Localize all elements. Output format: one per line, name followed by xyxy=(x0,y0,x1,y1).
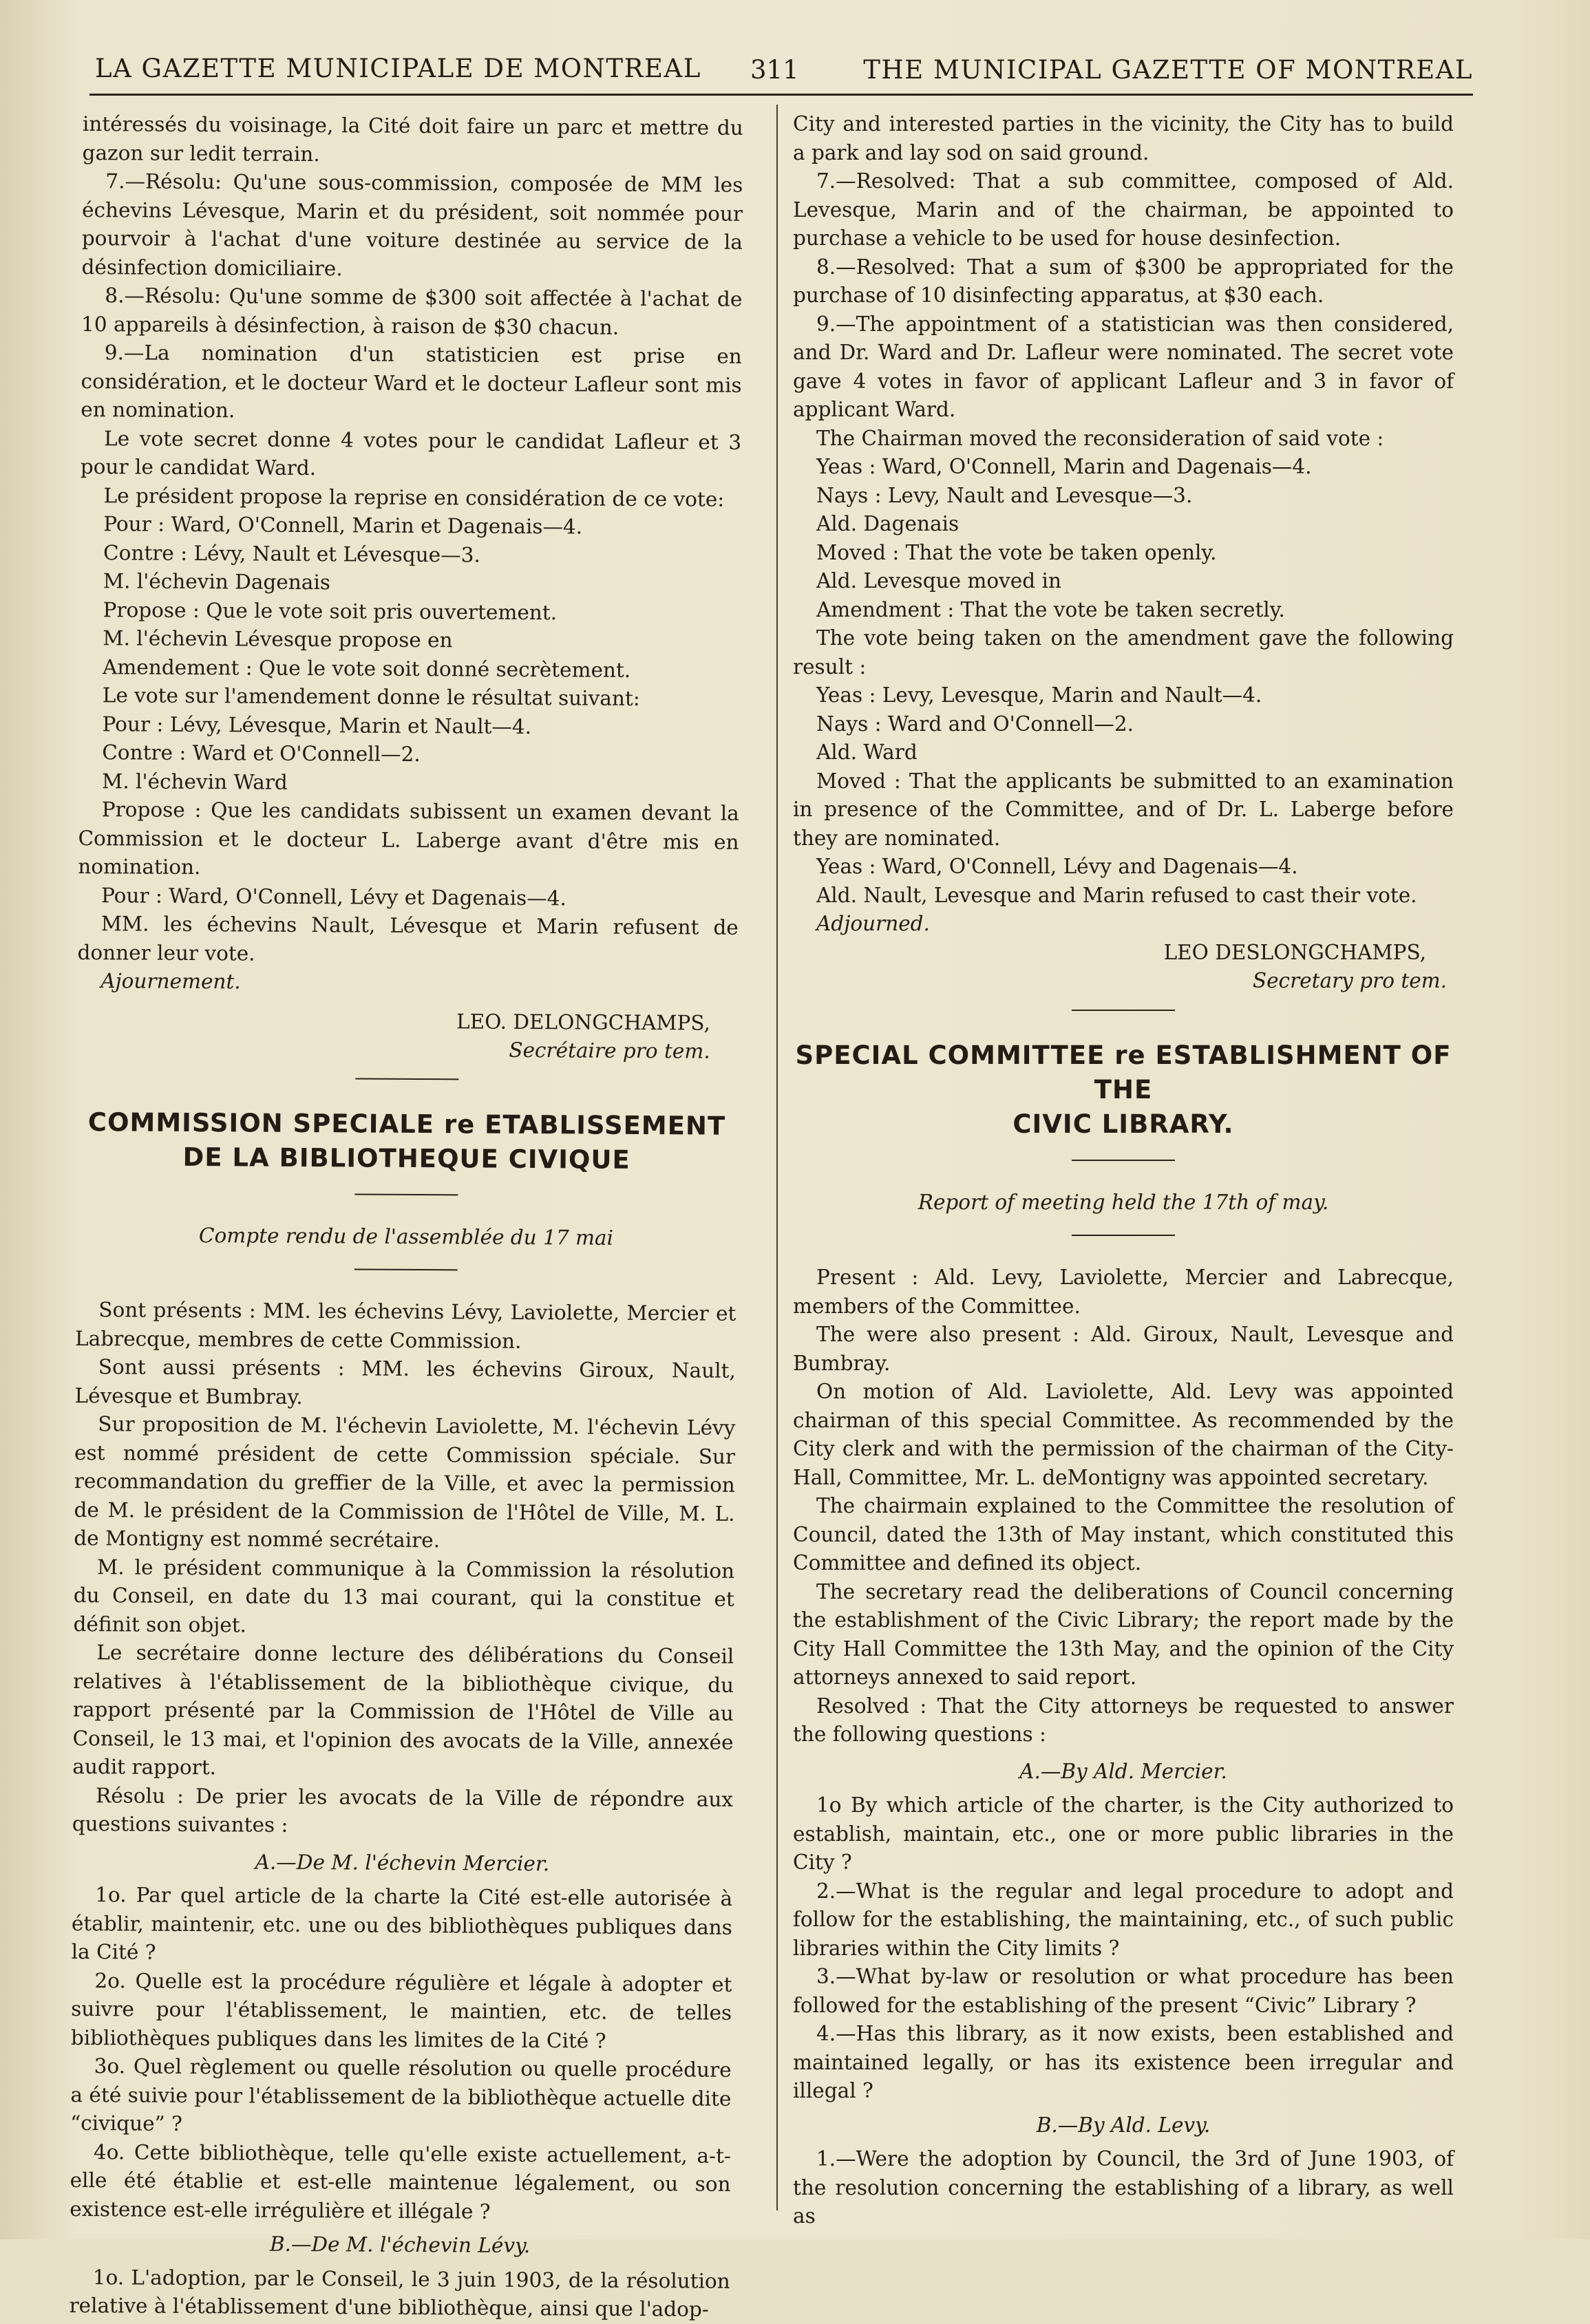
en-para: Ald. Nault, Levesque and Marin refused to cast their vote. xyxy=(816,883,1417,907)
fr-para: M. l'échevin Lévesque propose en xyxy=(103,626,453,652)
header-french-title: LA GAZETTE MUNICIPALE DE MONTREAL xyxy=(95,54,701,83)
en-para: Yeas : Ward, O'Connell, Marin and Dagenais—4. xyxy=(816,455,1312,478)
fr-para: Contre : Ward et O'Connell—2. xyxy=(102,740,421,767)
fr-para: 1o. Par quel article de la charte la Cité est-elle autorisée à établir, maintenir, etc. une ou des bibliothèques publiques dans la Cité ? xyxy=(71,1883,733,1964)
page-header xyxy=(89,45,1473,94)
en-para: 4.—Has this library, as it now exists, been established and maintained legally, or has its existence been irregular and illegal ? xyxy=(793,2022,1454,2102)
fr-signature: LEO. DELONGCHAMPS, xyxy=(456,1009,711,1035)
fr-para: Le vote secret donne 4 votes pour le candidat Lafleur et 3 pour le candidat Ward. xyxy=(80,426,742,480)
fr-para: Pour : Lévy, Lévesque, Marin et Nault—4. xyxy=(102,712,532,738)
en-para: Yeas : Ward, O'Connell, Lévy and Dagenais—4. xyxy=(816,855,1298,878)
fr-para: 8.—Résolu: Qu'une somme de $300 soit affectée à l'achat de 10 appareils à désinfection, à raison de $30 chacun. xyxy=(81,284,743,339)
en-para: Nays : Ward and O'Connell—2. xyxy=(816,712,1134,736)
en-heading: SPECIAL COMMITTEE re ESTABLISHMENT OF THE xyxy=(795,1040,1452,1105)
fr-para: M. l'échevin Dagenais xyxy=(103,569,331,595)
en-section-a: A.—By Ald. Mercier. xyxy=(1019,1759,1227,1783)
en-para: Resolved : That the City attorneys be requested to answer the following questions : xyxy=(793,1694,1454,1746)
en-para: The secretary read the deliberations of Council concerning the establishment of the Civic Library; the report made by the City Hall Committee the 13th May, and the opinion of the City attorneys annexed to said report. xyxy=(793,1579,1454,1689)
en-para: 8.—Resolved: That a sum of $300 be appropriated for the purchase of 10 disinfecting apparatus, at $30 each. xyxy=(793,255,1454,307)
fr-para: MM. les échevins Nault, Lévesque et Marin refusent de donner leur vote. xyxy=(77,912,739,966)
en-para: The chairmain explained to the Committee the resolution of Council, dated the 13th of May instant, which constituted this Committee and defined its object. xyxy=(793,1494,1454,1575)
fr-para: Pour : Ward, O'Connell, Lévy et Dagenais—4. xyxy=(100,883,566,910)
en-para: 3.—What by-law or resolution or what procedure has been followed for the establishing of the present “Civic” Library ? xyxy=(793,1965,1454,2017)
en-para: Yeas : Levy, Levesque, Marin and Nault—4. xyxy=(816,683,1262,707)
en-para: 9.—The appointment of a statistician was then considered, and Dr. Ward and Dr. Lafleur were nominated. The secret vote gave 4 votes in favor of applicant Lafleur and 3 in favor of applicant Ward. xyxy=(793,312,1454,421)
header-rule xyxy=(89,94,1473,96)
fr-signature-title: Secrétaire pro tem. xyxy=(509,1038,710,1063)
fr-para: Ajournement. xyxy=(100,969,241,994)
en-para: Amendment : That the vote be taken secretly. xyxy=(816,597,1285,621)
fr-para: Contre : Lévy, Nault et Lévesque—3. xyxy=(103,540,480,567)
en-para: Moved : That the applicants be submitted to an examination in presence of the Committee, and of Dr. L. Laberge before they are nominated. xyxy=(793,769,1454,850)
en-para: 2.—What is the regular and legal procedure to adopt and follow for the establishing, the maintaining, etc., of such public libraries within the City limits ? xyxy=(793,1879,1454,1960)
en-para: The were also present : Ald. Giroux, Nault, Levesque and Bumbray. xyxy=(793,1323,1454,1375)
fr-para: 2o. Quelle est la procédure régulière et légale à adopter et suivre pour l'établissement, le maintien, etc. de telles bibliothèques publiques dans les limites de la Cité ? xyxy=(70,1968,732,2053)
en-para: The vote being taken on the amendment gave the following result : xyxy=(793,626,1454,679)
fr-section-b: B.—De M. l'échevin Lévy. xyxy=(269,2232,531,2258)
en-para: 1.—Were the adoption by Council, the 3rd of June 1903, of the resolution concerning the establishing of a library, as well as xyxy=(793,2147,1454,2228)
fr-para: 7.—Résolu: Qu'une sous-commission, composée de MM les échevins Lévesque, Marin et du président, soit nommée pour pourvoir à l'achat d'une voiture destinée au service de la désinfection domiciliaire. xyxy=(81,169,743,280)
en-para: The Chairman moved the reconsideration of said vote : xyxy=(816,426,1384,450)
fr-section-a: A.—De M. l'échevin Mercier. xyxy=(255,1850,550,1875)
fr-para: Sur proposition de M. l'échevin Laviolette, M. l'échevin Lévy est nommé président de cette Commission spéciale. Sur recommandation du greffier de la Ville, et avec la permission de M. le président de la Commission de l'Hôtel de Ville, M. L. de Montigny est nommé secrétaire. xyxy=(74,1412,736,1553)
en-para: Ald. Ward xyxy=(816,740,918,764)
fr-para: 4o. Cette bibliothèque, telle qu'elle existe actuellement, a-t-elle été établie et est-elle maintenue légalement, ou son existence est-elle irrégulière et illégale ? xyxy=(70,2140,731,2224)
fr-para: 1o. L'adoption, par le Conseil, le 3 juin 1903, de la résolution relative à l'établissement d'une bibliothèque, ainsi que l'adop- xyxy=(69,2265,730,2321)
fr-heading: COMMISSION SPECIALE re ETABLISSEMENT xyxy=(87,1107,726,1141)
en-para: 1o By which article of the charter, is the City authorized to establish, maintain, etc., one or more public libraries in the City ? xyxy=(793,1793,1454,1874)
fr-para: Amendement : Que le vote soit donné secrètement. xyxy=(102,654,631,682)
fr-para: intéressés du voisinage, la Cité doit faire un parc et mettre du gazon sur ledit terrain. xyxy=(82,111,743,166)
en-para: Adjourned. xyxy=(816,912,930,935)
en-para: Present : Ald. Levy, Laviolette, Mercier and Labrecque, members of the Committee. xyxy=(793,1266,1454,1318)
en-section-b: B.—By Ald. Levy. xyxy=(1036,2113,1211,2137)
fr-subheading: Compte rendu de l'assemblée du 17 mai xyxy=(198,1223,614,1250)
fr-para: Résolu : De prier les avocats de la Ville de répondre aux questions suivantes : xyxy=(72,1783,734,1837)
fr-para: Le président propose la reprise en considération de ce vote: xyxy=(103,483,725,511)
fr-para: 3o. Quel règlement ou quelle résolution ou quelle procédure a été suivie pour l'établissement de la bibliothèque actuelle dite “civique” ? xyxy=(70,2054,732,2135)
en-heading: CIVIC LIBRARY. xyxy=(1013,1109,1234,1139)
fr-para: M. l'échevin Ward xyxy=(101,769,288,794)
fr-para: Propose : Que le vote soit pris ouvertement. xyxy=(103,597,558,624)
fr-para: 9.—La nomination d'un statisticien est prise en considération, et le docteur Ward et le docteur Lafleur sont mis en nomination. xyxy=(81,341,742,423)
fr-para: Le vote sur l'amendement donne le résultat suivant: xyxy=(102,683,640,710)
page-number: 311 xyxy=(750,55,799,85)
en-para: Ald. Dagenais xyxy=(816,512,960,535)
en-subheading: Report of meeting held the 17th of may. xyxy=(918,1190,1329,1214)
fr-para: Sont présents : MM. les échevins Lévy, Laviolette, Mercier et Labrecque, membres de cette Commission. xyxy=(74,1298,736,1353)
en-para: Moved : That the vote be taken openly. xyxy=(816,540,1217,564)
en-para: Ald. Levesque moved in xyxy=(816,569,1061,593)
en-para: On motion of Ald. Laviolette, Ald. Levy was appointed chairman of this special Committee. As recommended by the City clerk and with the permission of the chairman of the City-Hall, Committee, Mr. L. deMontigny was appointed secretary. xyxy=(793,1380,1454,1489)
en-para: City and interested parties in the vicinity, the City has to build a park and lay sod on said ground. xyxy=(793,112,1454,164)
column-divider xyxy=(776,105,778,2210)
fr-para: Le secrétaire donne lecture des délibérations du Conseil relatives à l'établissement de la bibliothèque civique, du rapport présenté par la Commission de l'Hôtel de Ville au Conseil, le 13 mai, et l'opinion des avocats de la Ville, annexée audit rapport. xyxy=(72,1641,734,1780)
en-signature-title: Secretary pro tem. xyxy=(1252,969,1447,992)
fr-para: Pour : Ward, O'Connell, Marin et Dagenais—4. xyxy=(103,512,583,539)
english-column xyxy=(793,110,1454,2228)
en-para: Nays : Levy, Nault and Levesque—3. xyxy=(816,483,1193,507)
en-para: 7.—Resolved: That a sub committee, composed of Ald. Levesque, Marin and of the chairman, be appointed to purchase a vehicle to be used for house desinfection. xyxy=(793,169,1454,250)
french-column xyxy=(69,110,743,2321)
fr-para: Propose : Que les candidats subissent un examen devant la Commission et le docteur L. Laberge avant d'être mis en nomination. xyxy=(78,798,739,880)
header-english-title: THE MUNICIPAL GAZETTE OF MONTREAL xyxy=(863,55,1473,85)
fr-heading: DE LA BIBLIOTHEQUE CIVIQUE xyxy=(182,1142,630,1175)
fr-para: Sont aussi présents : MM. les échevins Giroux, Nault, Lévesque et Bumbray. xyxy=(74,1355,736,1409)
en-signature: LEO DESLONGCHAMPS, xyxy=(1163,940,1426,964)
fr-para: M. le président communique à la Commission la résolution du Conseil, en date du 13 mai courant, qui la constitue et définit son objet. xyxy=(73,1555,735,1637)
